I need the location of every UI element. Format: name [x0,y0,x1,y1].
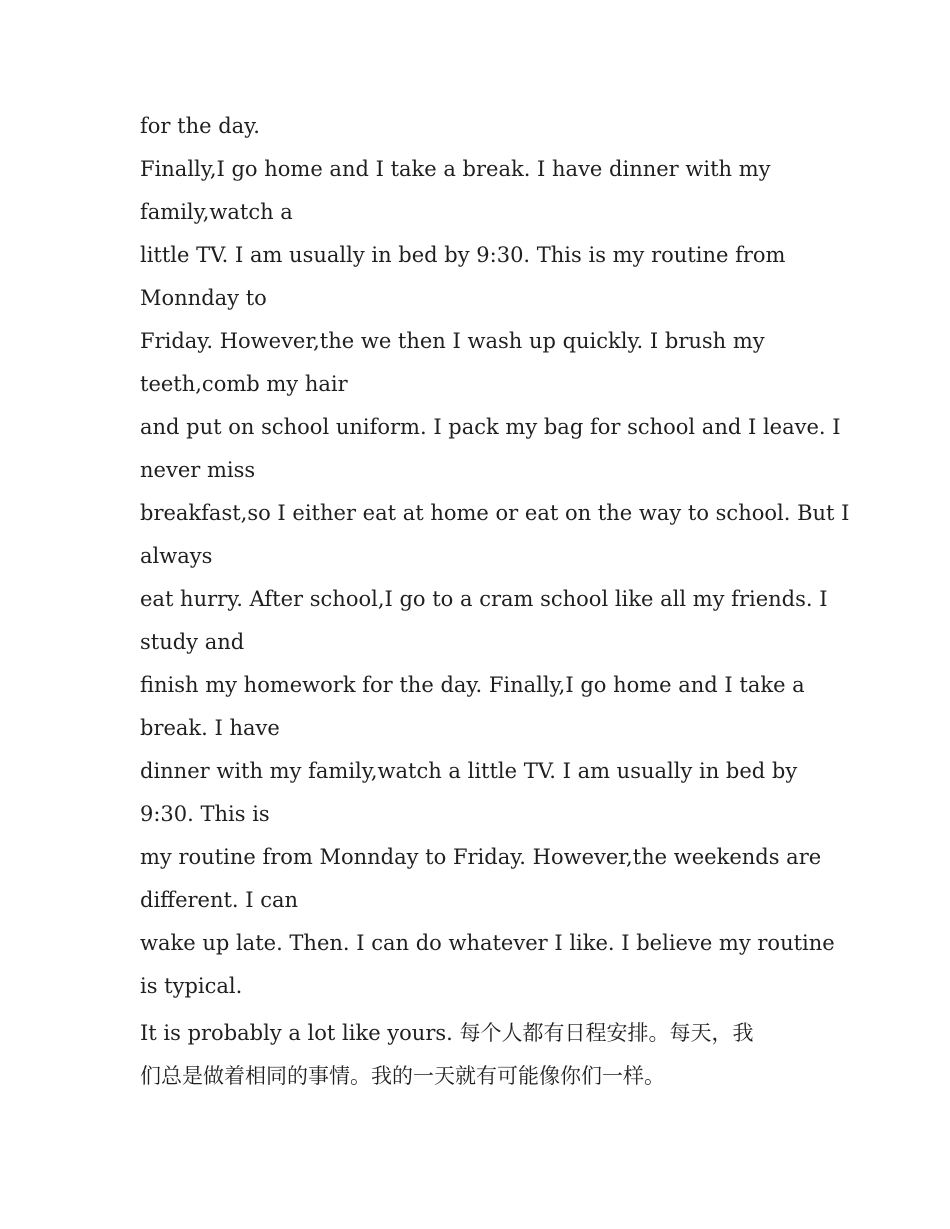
text-line: Monnday to [140,286,267,310]
text-line: 9:30. This is [140,802,270,826]
text-line: always [140,544,213,568]
text-line: wake up late. Then. I can do whatever I like. I believe my routine [140,931,835,955]
text-line: little TV. I am usually in bed by 9:30. This is my routine from [140,243,786,267]
text-line-mixed: It is probably a lot like yours. 每个人都有日程安排。每天，我 [140,1021,754,1045]
text-line: Finally,I go home and I take a break. I have dinner with my [140,157,771,181]
text-line: finish my homework for the day. Finally,I go home and I take a [140,673,805,697]
text-line: breakfast,so I either eat at home or eat on the way to school. But I [140,501,850,525]
text-line: eat hurry. After school,I go to a cram school like all my friends. I [140,587,828,611]
document-body [140,105,850,1098]
text-line: is typical. [140,974,243,998]
text-line: teeth,comb my hair [140,372,348,396]
text-line: different. I can [140,888,299,912]
text-line: never miss [140,458,256,482]
text-line: my routine from Monnday to Friday. However,the weekends are [140,845,822,869]
text-line: and put on school uniform. I pack my bag for school and I leave. I [140,415,841,439]
text-line-chinese: 们总是做着相同的事情。我的一天就有可能像你们一样。 [140,1064,665,1088]
text-line: study and [140,630,245,654]
text-line: for the day. [140,114,260,138]
text-line: family,watch a [140,200,293,224]
text-line: dinner with my family,watch a little TV. I am usually in bed by [140,759,798,783]
text-line: break. I have [140,716,280,740]
text-line: Friday. However,the we then I wash up quickly. I brush my [140,329,765,353]
